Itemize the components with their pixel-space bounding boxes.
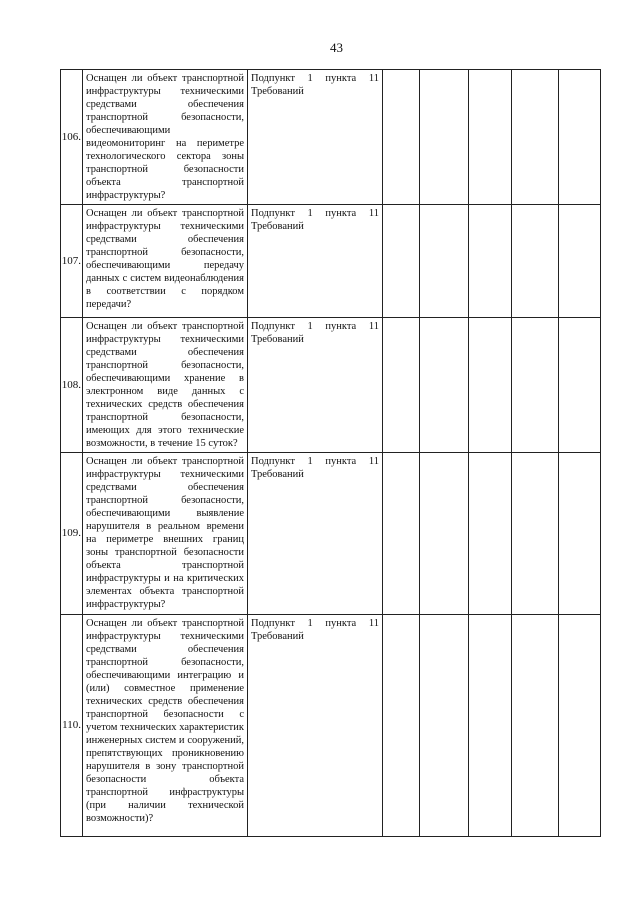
question-cell: Оснащен ли объект транспортной инфраструктуры техническими средствами обеспечения транспортной безопасности, обеспечивающими выявление нарушителя в реальном времени на периметре внешних границ зоны транспортной безопасности объекта транспортной инфраструктуры и на критических элементах объекта транспортной инфраструктуры? bbox=[83, 453, 248, 615]
requirement-word: 1 bbox=[307, 456, 313, 467]
empty-cell bbox=[420, 453, 469, 615]
row-number: 106. bbox=[61, 70, 83, 205]
requirement-cell bbox=[248, 615, 383, 837]
requirement-word: 1 bbox=[307, 73, 313, 84]
empty-cell bbox=[383, 205, 420, 318]
empty-cell bbox=[559, 205, 601, 318]
empty-cell bbox=[469, 453, 512, 615]
empty-cell bbox=[469, 70, 512, 205]
empty-cell bbox=[420, 70, 469, 205]
empty-cell bbox=[469, 205, 512, 318]
requirement-word: пункта bbox=[325, 456, 357, 467]
requirement-word: Подпункт bbox=[251, 456, 295, 467]
question-cell: Оснащен ли объект транспортной инфраструктуры техническими средствами обеспечения транспортной безопасности, обеспечивающими интеграцию и (или) совместное применение технических средств обеспечения транспортной безопасности с учетом технических характеристик инженерных систем и сооружений, препятствующих проникновению нарушителя в зону транспортной безопасности объекта транспортной инфраструктуры (при наличии технической возможности)? bbox=[83, 615, 248, 837]
requirement-word: Требований bbox=[251, 221, 304, 232]
requirement-cell bbox=[248, 453, 383, 615]
empty-cell bbox=[383, 318, 420, 453]
empty-cell bbox=[512, 205, 559, 318]
table-row bbox=[61, 453, 601, 615]
page-number: 43 bbox=[330, 40, 343, 55]
empty-cell bbox=[512, 318, 559, 453]
requirement-word: 11 bbox=[368, 73, 379, 84]
empty-cell bbox=[559, 318, 601, 453]
requirement-word: Подпункт bbox=[251, 321, 295, 332]
requirement-word: 1 bbox=[307, 208, 313, 219]
requirement-word: Требований bbox=[251, 631, 304, 642]
requirement-word: Требований bbox=[251, 469, 304, 480]
empty-cell bbox=[420, 205, 469, 318]
empty-cell bbox=[469, 615, 512, 837]
requirement-word: Требований bbox=[251, 334, 304, 345]
requirement-word: Подпункт bbox=[251, 73, 295, 84]
requirement-word: Подпункт bbox=[251, 618, 295, 629]
empty-cell bbox=[383, 70, 420, 205]
row-number: 109. bbox=[61, 453, 83, 615]
empty-cell bbox=[512, 453, 559, 615]
empty-cell bbox=[383, 453, 420, 615]
requirement-word: пункта bbox=[325, 618, 357, 629]
question-cell: Оснащен ли объект транспортной инфраструктуры техническими средствами обеспечения транспортной безопасности, обеспечивающими хранение в электронном виде данных с технических средств обеспечения транспортной безопасности, имеющих для этого технические возможности, в течение 15 суток? bbox=[83, 318, 248, 453]
table-row bbox=[61, 205, 601, 318]
requirement-cell bbox=[248, 318, 383, 453]
requirement-word: 1 bbox=[307, 618, 313, 629]
requirement-word: Подпункт bbox=[251, 208, 295, 219]
requirement-word: пункта bbox=[325, 208, 357, 219]
row-number: 108. bbox=[61, 318, 83, 453]
empty-cell bbox=[420, 318, 469, 453]
question-cell: Оснащен ли объект транспортной инфраструктуры техническими средствами обеспечения транспортной безопасности, обеспечивающими видеомониторинг на периметре технологического сектора зоны транспортной безопасности объекта транспортной инфраструктуры? bbox=[83, 70, 248, 205]
requirement-word: 11 bbox=[368, 208, 379, 219]
table-row bbox=[61, 318, 601, 453]
empty-cell bbox=[512, 70, 559, 205]
empty-cell bbox=[559, 615, 601, 837]
empty-cell bbox=[420, 615, 469, 837]
checklist-table bbox=[60, 69, 601, 837]
requirement-word: 11 bbox=[368, 456, 379, 467]
requirement-cell bbox=[248, 70, 383, 205]
empty-cell bbox=[559, 70, 601, 205]
empty-cell bbox=[469, 318, 512, 453]
requirement-word: 11 bbox=[368, 618, 379, 629]
empty-cell bbox=[559, 453, 601, 615]
empty-cell bbox=[512, 615, 559, 837]
row-number: 110. bbox=[61, 615, 83, 837]
requirement-word: 11 bbox=[368, 321, 379, 332]
row-number: 107. bbox=[61, 205, 83, 318]
requirement-word: Требований bbox=[251, 86, 304, 97]
empty-cell bbox=[383, 615, 420, 837]
table-row bbox=[61, 615, 601, 837]
requirement-cell bbox=[248, 205, 383, 318]
requirement-word: пункта bbox=[325, 73, 357, 84]
requirement-word: 1 bbox=[307, 321, 313, 332]
requirement-word: пункта bbox=[325, 321, 357, 332]
question-cell: Оснащен ли объект транспортной инфраструктуры техническими средствами обеспечения транспортной безопасности, обеспечивающими передачу данных с систем видеонаблюдения в соответствии с порядком передачи? bbox=[83, 205, 248, 318]
table-row bbox=[61, 70, 601, 205]
